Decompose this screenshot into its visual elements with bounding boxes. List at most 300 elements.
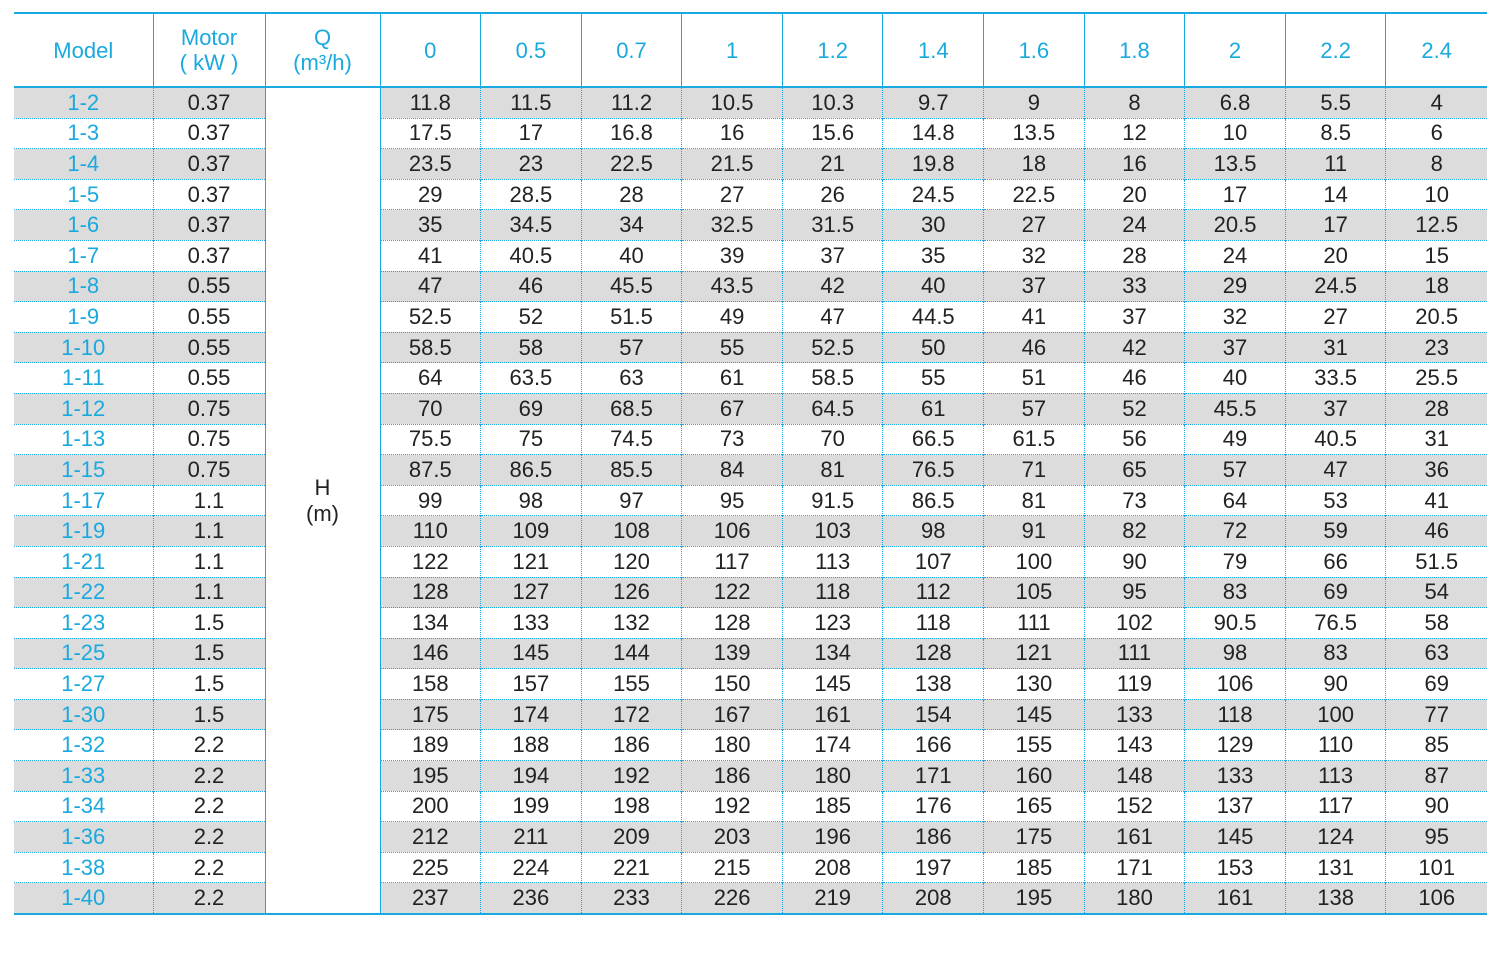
head-value-cell: 61.5 — [984, 424, 1085, 455]
head-value-cell: 154 — [883, 699, 984, 730]
head-value-cell: 138 — [883, 669, 984, 700]
head-value-cell: 172 — [581, 699, 682, 730]
head-value-cell: 97 — [581, 485, 682, 516]
head-value-cell: 11 — [1285, 149, 1386, 180]
head-value-cell: 118 — [782, 577, 883, 608]
head-value-cell: 118 — [883, 608, 984, 639]
table-row — [14, 852, 1487, 883]
head-value-cell: 11.5 — [481, 87, 582, 118]
head-value-cell: 6.8 — [1185, 87, 1286, 118]
head-value-cell: 14 — [1285, 179, 1386, 210]
head-value-cell: 27 — [682, 179, 783, 210]
model-cell: 1-7 — [14, 240, 153, 271]
head-value-cell: 64 — [1185, 485, 1286, 516]
head-value-cell: 30 — [883, 210, 984, 241]
head-value-cell: 58 — [481, 332, 582, 363]
head-value-cell: 185 — [782, 791, 883, 822]
head-value-cell: 161 — [1185, 883, 1286, 913]
header-flow-value: 1 — [682, 14, 783, 87]
head-value-cell: 197 — [883, 852, 984, 883]
table-row — [14, 393, 1487, 424]
table-row — [14, 791, 1487, 822]
head-value-cell: 50 — [883, 332, 984, 363]
head-value-cell: 68.5 — [581, 393, 682, 424]
head-value-cell: 203 — [682, 822, 783, 853]
head-value-cell: 133 — [481, 608, 582, 639]
head-value-cell: 75.5 — [380, 424, 481, 455]
head-value-cell: 106 — [1185, 669, 1286, 700]
head-value-cell: 63 — [581, 363, 682, 394]
head-value-cell: 42 — [1084, 332, 1185, 363]
head-value-cell: 27 — [1285, 302, 1386, 333]
head-value-cell: 73 — [1084, 485, 1185, 516]
head-value-cell: 219 — [782, 883, 883, 913]
head-value-cell: 11.2 — [581, 87, 682, 118]
model-cell: 1-11 — [14, 363, 153, 394]
head-value-cell: 73 — [682, 424, 783, 455]
head-value-cell: 22.5 — [581, 149, 682, 180]
head-value-cell: 91 — [984, 516, 1085, 547]
head-value-cell: 16 — [1084, 149, 1185, 180]
head-value-cell: 46 — [1084, 363, 1185, 394]
table-row — [14, 669, 1487, 700]
table-row — [14, 516, 1487, 547]
head-value-cell: 32.5 — [682, 210, 783, 241]
head-value-cell: 29 — [380, 179, 481, 210]
head-value-cell: 180 — [682, 730, 783, 761]
header-flow-value: 1.2 — [782, 14, 883, 87]
head-value-cell: 32 — [984, 240, 1085, 271]
head-value-cell: 117 — [682, 546, 783, 577]
head-value-cell: 20 — [1285, 240, 1386, 271]
model-cell: 1-30 — [14, 699, 153, 730]
model-cell: 1-9 — [14, 302, 153, 333]
model-cell: 1-21 — [14, 546, 153, 577]
head-value-cell: 174 — [481, 699, 582, 730]
motor-cell: 2.2 — [153, 883, 265, 913]
head-value-cell: 24 — [1185, 240, 1286, 271]
header-flow-value: 0.5 — [481, 14, 582, 87]
head-value-cell: 8.5 — [1285, 118, 1386, 149]
model-cell: 1-23 — [14, 608, 153, 639]
model-cell: 1-3 — [14, 118, 153, 149]
motor-cell: 0.55 — [153, 302, 265, 333]
head-value-cell: 49 — [682, 302, 783, 333]
head-value-cell: 71 — [984, 455, 1085, 486]
head-value-cell: 34.5 — [481, 210, 582, 241]
head-value-cell: 34 — [581, 210, 682, 241]
head-value-cell: 211 — [481, 822, 582, 853]
head-value-cell: 134 — [782, 638, 883, 669]
header-flow-value: 2.4 — [1386, 14, 1487, 87]
motor-cell: 2.2 — [153, 730, 265, 761]
head-value-cell: 56 — [1084, 424, 1185, 455]
head-value-cell: 33 — [1084, 271, 1185, 302]
head-value-cell: 31 — [1285, 332, 1386, 363]
head-value-cell: 95 — [1084, 577, 1185, 608]
head-value-cell: 17.5 — [380, 118, 481, 149]
table-row — [14, 761, 1487, 792]
head-value-cell: 102 — [1084, 608, 1185, 639]
head-value-cell: 126 — [581, 577, 682, 608]
head-value-cell: 133 — [1185, 761, 1286, 792]
model-cell: 1-5 — [14, 179, 153, 210]
head-value-cell: 52 — [1084, 393, 1185, 424]
head-value-cell: 72 — [1185, 516, 1286, 547]
head-value-cell: 41 — [380, 240, 481, 271]
model-cell: 1-6 — [14, 210, 153, 241]
head-value-cell: 186 — [581, 730, 682, 761]
head-unit: (m) — [306, 500, 339, 526]
table-row — [14, 730, 1487, 761]
head-value-cell: 174 — [782, 730, 883, 761]
head-value-cell: 43.5 — [682, 271, 783, 302]
head-value-cell: 165 — [984, 791, 1085, 822]
motor-cell: 0.37 — [153, 149, 265, 180]
table-row — [14, 363, 1487, 394]
table-row — [14, 455, 1487, 486]
head-value-cell: 55 — [682, 332, 783, 363]
head-value-cell: 129 — [1185, 730, 1286, 761]
model-cell: 1-40 — [14, 883, 153, 913]
head-value-cell: 85 — [1386, 730, 1487, 761]
head-value-cell: 40 — [581, 240, 682, 271]
head-value-cell: 23 — [481, 149, 582, 180]
head-value-cell: 57 — [984, 393, 1085, 424]
head-value-cell: 215 — [682, 852, 783, 883]
head-value-cell: 26 — [782, 179, 883, 210]
head-value-cell: 175 — [380, 699, 481, 730]
table-row — [14, 149, 1487, 180]
table-row — [14, 240, 1487, 271]
model-cell: 1-32 — [14, 730, 153, 761]
head-value-cell: 195 — [380, 761, 481, 792]
head-value-cell: 12 — [1084, 118, 1185, 149]
head-value-cell: 47 — [782, 302, 883, 333]
head-value-cell: 108 — [581, 516, 682, 547]
head-value-cell: 45.5 — [581, 271, 682, 302]
head-value-cell: 95 — [682, 485, 783, 516]
head-value-cell: 103 — [782, 516, 883, 547]
head-value-cell: 167 — [682, 699, 783, 730]
head-value-cell: 180 — [782, 761, 883, 792]
model-cell: 1-22 — [14, 577, 153, 608]
head-value-cell: 14.8 — [883, 118, 984, 149]
head-value-cell: 145 — [782, 669, 883, 700]
head-value-cell: 188 — [481, 730, 582, 761]
head-value-cell: 98 — [883, 516, 984, 547]
head-value-cell: 130 — [984, 669, 1085, 700]
head-value-cell: 113 — [782, 546, 883, 577]
head-value-cell: 27 — [984, 210, 1085, 241]
head-value-cell: 28 — [581, 179, 682, 210]
motor-cell: 0.75 — [153, 455, 265, 486]
head-value-cell: 145 — [481, 638, 582, 669]
table-row — [14, 546, 1487, 577]
motor-cell: 1.1 — [153, 577, 265, 608]
head-value-cell: 42 — [782, 271, 883, 302]
header-flow-value: 0 — [380, 14, 481, 87]
head-value-cell: 121 — [984, 638, 1085, 669]
head-value-cell: 39 — [682, 240, 783, 271]
motor-cell: 2.2 — [153, 852, 265, 883]
table-row — [14, 179, 1487, 210]
head-value-cell: 90 — [1386, 791, 1487, 822]
head-value-cell: 40.5 — [1285, 424, 1386, 455]
header-flow-value: 2.2 — [1285, 14, 1386, 87]
head-value-cell: 17 — [1185, 179, 1286, 210]
header-motor — [153, 14, 265, 87]
header-flow-value: 1.4 — [883, 14, 984, 87]
head-value-cell: 10.3 — [782, 87, 883, 118]
head-value-cell: 237 — [380, 883, 481, 913]
head-value-cell: 101 — [1386, 852, 1487, 883]
head-value-cell: 28.5 — [481, 179, 582, 210]
head-value-cell: 186 — [883, 822, 984, 853]
head-value-cell: 40 — [883, 271, 984, 302]
head-value-cell: 15 — [1386, 240, 1487, 271]
head-value-cell: 31.5 — [782, 210, 883, 241]
motor-cell: 0.55 — [153, 271, 265, 302]
header-motor-unit: ( kW ) — [179, 50, 239, 75]
motor-cell: 0.55 — [153, 363, 265, 394]
head-value-cell: 119 — [1084, 669, 1185, 700]
head-value-cell: 49 — [1185, 424, 1286, 455]
head-value-cell: 24.5 — [1285, 271, 1386, 302]
head-value-cell: 176 — [883, 791, 984, 822]
head-value-cell: 195 — [984, 883, 1085, 913]
motor-cell: 0.37 — [153, 87, 265, 118]
head-value-cell: 77 — [1386, 699, 1487, 730]
motor-cell: 1.5 — [153, 669, 265, 700]
head-value-cell: 139 — [682, 638, 783, 669]
head-value-cell: 46 — [481, 271, 582, 302]
head-value-cell: 47 — [1285, 455, 1386, 486]
table-row — [14, 271, 1487, 302]
head-value-cell: 212 — [380, 822, 481, 853]
head-value-cell: 21 — [782, 149, 883, 180]
head-value-cell: 54 — [1386, 577, 1487, 608]
motor-cell: 0.55 — [153, 332, 265, 363]
head-value-cell: 37 — [984, 271, 1085, 302]
performance-table-container — [14, 12, 1487, 915]
head-value-cell: 111 — [984, 608, 1085, 639]
head-value-cell: 194 — [481, 761, 582, 792]
head-value-cell: 137 — [1185, 791, 1286, 822]
table-row — [14, 424, 1487, 455]
head-value-cell: 70 — [782, 424, 883, 455]
head-value-cell: 35 — [380, 210, 481, 241]
performance-table — [14, 14, 1487, 913]
table-row — [14, 608, 1487, 639]
head-value-cell: 221 — [581, 852, 682, 883]
head-value-cell: 128 — [883, 638, 984, 669]
model-cell: 1-8 — [14, 271, 153, 302]
head-value-cell: 31 — [1386, 424, 1487, 455]
head-value-cell: 79 — [1185, 546, 1286, 577]
head-value-cell: 99 — [380, 485, 481, 516]
model-cell: 1-2 — [14, 87, 153, 118]
header-q-unit: (m³/h) — [293, 50, 352, 75]
head-value-cell: 122 — [682, 577, 783, 608]
table-row — [14, 699, 1487, 730]
head-value-cell: 57 — [581, 332, 682, 363]
motor-cell: 1.5 — [153, 699, 265, 730]
head-value-cell: 8 — [1084, 87, 1185, 118]
head-value-cell: 58.5 — [782, 363, 883, 394]
head-value-cell: 66.5 — [883, 424, 984, 455]
table-row — [14, 638, 1487, 669]
head-value-cell: 6 — [1386, 118, 1487, 149]
head-value-cell: 17 — [1285, 210, 1386, 241]
head-value-cell: 145 — [984, 699, 1085, 730]
head-value-cell: 69 — [1386, 669, 1487, 700]
header-motor-label: Motor — [180, 25, 238, 50]
head-value-cell: 233 — [581, 883, 682, 913]
head-value-cell: 23 — [1386, 332, 1487, 363]
head-value-cell: 61 — [883, 393, 984, 424]
head-value-cell: 124 — [1285, 822, 1386, 853]
head-value-cell: 24.5 — [883, 179, 984, 210]
head-value-cell: 152 — [1084, 791, 1185, 822]
head-value-cell: 122 — [380, 546, 481, 577]
head-value-cell: 45.5 — [1185, 393, 1286, 424]
head-value-cell: 58.5 — [380, 332, 481, 363]
header-flow-value: 2 — [1185, 14, 1286, 87]
model-cell: 1-33 — [14, 761, 153, 792]
head-value-cell: 146 — [380, 638, 481, 669]
head-value-cell: 37 — [1285, 393, 1386, 424]
head-value-cell: 120 — [581, 546, 682, 577]
motor-cell: 1.1 — [153, 485, 265, 516]
head-value-cell: 63.5 — [481, 363, 582, 394]
head-value-cell: 16.8 — [581, 118, 682, 149]
head-value-cell: 5.5 — [1285, 87, 1386, 118]
head-value-cell: 11.8 — [380, 87, 481, 118]
header-q-label: Q — [313, 25, 332, 50]
head-value-cell: 161 — [782, 699, 883, 730]
head-value-cell: 76.5 — [1285, 608, 1386, 639]
table-row — [14, 87, 1487, 118]
header-flow-value: 1.6 — [984, 14, 1085, 87]
head-value-cell: 52.5 — [782, 332, 883, 363]
head-value-cell: 158 — [380, 669, 481, 700]
head-value-cell: 198 — [581, 791, 682, 822]
head-value-cell: 90 — [1084, 546, 1185, 577]
head-value-cell: 17 — [481, 118, 582, 149]
head-value-cell: 148 — [1084, 761, 1185, 792]
motor-cell: 0.75 — [153, 424, 265, 455]
head-value-cell: 44.5 — [883, 302, 984, 333]
head-value-cell: 28 — [1084, 240, 1185, 271]
head-value-cell: 106 — [682, 516, 783, 547]
head-value-cell: 157 — [481, 669, 582, 700]
model-cell: 1-19 — [14, 516, 153, 547]
head-value-cell: 155 — [984, 730, 1085, 761]
head-value-cell: 21.5 — [682, 149, 783, 180]
head-value-cell: 65 — [1084, 455, 1185, 486]
head-value-cell: 18 — [1386, 271, 1487, 302]
head-value-cell: 52.5 — [380, 302, 481, 333]
head-value-cell: 138 — [1285, 883, 1386, 913]
head-value-cell: 87.5 — [380, 455, 481, 486]
table-row — [14, 210, 1487, 241]
head-value-cell: 10 — [1185, 118, 1286, 149]
head-value-cell: 81 — [984, 485, 1085, 516]
table-row — [14, 822, 1487, 853]
head-value-cell: 225 — [380, 852, 481, 883]
head-value-cell: 200 — [380, 791, 481, 822]
head-label-cell — [265, 87, 380, 913]
head-value-cell: 155 — [581, 669, 682, 700]
model-cell: 1-38 — [14, 852, 153, 883]
head-value-cell: 75 — [481, 424, 582, 455]
head-value-cell: 236 — [481, 883, 582, 913]
header-model: Model — [14, 14, 153, 87]
head-value-cell: 100 — [1285, 699, 1386, 730]
head-value-cell: 98 — [481, 485, 582, 516]
head-value-cell: 25.5 — [1386, 363, 1487, 394]
head-value-cell: 19.8 — [883, 149, 984, 180]
head-value-cell: 33.5 — [1285, 363, 1386, 394]
head-value-cell: 123 — [782, 608, 883, 639]
head-value-cell: 86.5 — [481, 455, 582, 486]
head-value-cell: 74.5 — [581, 424, 682, 455]
head-value-cell: 76.5 — [883, 455, 984, 486]
table-row — [14, 332, 1487, 363]
motor-cell: 2.2 — [153, 822, 265, 853]
head-value-cell: 132 — [581, 608, 682, 639]
head-value-cell: 143 — [1084, 730, 1185, 761]
model-cell: 1-10 — [14, 332, 153, 363]
head-value-cell: 69 — [1285, 577, 1386, 608]
head-value-cell: 90.5 — [1185, 608, 1286, 639]
head-label: H — [314, 474, 331, 500]
head-value-cell: 90 — [1285, 669, 1386, 700]
model-cell: 1-36 — [14, 822, 153, 853]
head-value-cell: 32 — [1185, 302, 1286, 333]
motor-cell: 1.1 — [153, 546, 265, 577]
head-value-cell: 20.5 — [1386, 302, 1487, 333]
head-value-cell: 53 — [1285, 485, 1386, 516]
head-value-cell: 58 — [1386, 608, 1487, 639]
head-value-cell: 105 — [984, 577, 1085, 608]
model-cell: 1-12 — [14, 393, 153, 424]
head-value-cell: 51 — [984, 363, 1085, 394]
motor-cell: 0.75 — [153, 393, 265, 424]
table-row — [14, 883, 1487, 913]
head-value-cell: 83 — [1185, 577, 1286, 608]
head-value-cell: 185 — [984, 852, 1085, 883]
table-body — [14, 87, 1487, 913]
motor-cell: 1.5 — [153, 638, 265, 669]
head-value-cell: 98 — [1185, 638, 1286, 669]
head-value-cell: 51.5 — [581, 302, 682, 333]
motor-cell: 2.2 — [153, 761, 265, 792]
head-value-cell: 61 — [682, 363, 783, 394]
head-value-cell: 189 — [380, 730, 481, 761]
head-value-cell: 145 — [1185, 822, 1286, 853]
head-value-cell: 208 — [883, 883, 984, 913]
head-value-cell: 171 — [883, 761, 984, 792]
motor-cell: 1.1 — [153, 516, 265, 547]
head-value-cell: 13.5 — [1185, 149, 1286, 180]
head-value-cell: 9.7 — [883, 87, 984, 118]
head-value-cell: 112 — [883, 577, 984, 608]
head-value-cell: 127 — [481, 577, 582, 608]
head-value-cell: 40.5 — [481, 240, 582, 271]
head-value-cell: 106 — [1386, 883, 1487, 913]
